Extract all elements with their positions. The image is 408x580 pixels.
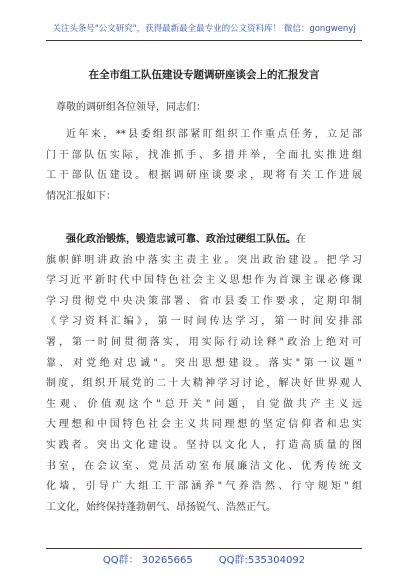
paragraph-line: 署，第一时间贯彻落实，用实际行动诠释"政治上绝对可 [46, 336, 362, 348]
header-divider [46, 40, 362, 41]
paragraph-line: 靠、对党绝对忠诚"。突出思想建设。落实"第一议题" [46, 357, 362, 369]
paragraph-line: 制度，组织开展党的二十大精神学习讨论，解决好世界观人 [46, 378, 362, 390]
paragraph-line: 实践者。突出文化建设。坚持以文化人，打造高质量的图 [46, 439, 362, 451]
salutation: 尊敬的调研组各位领导，同志们： [56, 102, 206, 113]
paragraph-line: 工干部队伍建设。根据调研座谈要求，现将有关工作进展 [46, 170, 362, 182]
footer-divider [46, 548, 362, 549]
footer [46, 551, 362, 566]
paragraph-intro [46, 125, 362, 207]
paragraph-line: 情况汇报如下： [46, 190, 116, 202]
paragraph-line: 近年来，**县委组织部紧盯组织工作重点任务，立足部 [66, 129, 362, 140]
paragraph-line: 大理想和中国特色社会主义共同理想的坚定信仰者和忠实 [46, 419, 362, 431]
paragraph-line: 工文化，始终保持蓬勃朝气、昂扬锐气、浩然正气。 [46, 501, 276, 513]
heading-tail: 在 [296, 234, 306, 245]
paragraph-line: 生观、价值观这个"总开关"问题，自觉做共产主义远 [46, 398, 362, 410]
header-banner: 关注头条号"公文研究"，获得最新最全最专业的公文资料库！ 微信：gongwenyj [52, 24, 356, 34]
paragraph-line: 化墙，引导广大组工干部涵养"气养浩然、行守规矩"组 [46, 481, 362, 493]
footer-qq-group-2: QQ群:535304092 [218, 555, 306, 566]
footer-qq-group-1: QQ群： 30265665 [102, 555, 193, 566]
paragraph-first-line [46, 230, 362, 251]
paragraph-line: 书室，在会议室、党员活动室布展廉洁文化、优秀传统文 [46, 460, 362, 472]
paragraph-line: 学习贯彻党中央决策部署、省市县委工作要求，定期印制 [46, 295, 362, 307]
section-heading: 强化政治锻炼，锻造忠诚可靠、政治过硬组工队伍。 [66, 234, 296, 245]
paragraph-line: 门干部队伍实际，找准抓手、多措并举，全面扎实推进组 [46, 149, 362, 161]
document-title: 在全市组工队伍建设专题调研座谈会上的汇报发言 [88, 69, 320, 81]
paragraph-political [46, 230, 362, 518]
paragraph-line: 《学习资料汇编》，第一时间传达学习，第一时间安排部 [46, 316, 362, 328]
paragraph-line: 学习近平新时代中国特色社会主义思想作为首课主课必修课 [46, 275, 362, 287]
paragraph-line: 旗帜鲜明讲政治中落实主责主业。突出政治建设。把学习 [46, 254, 362, 266]
